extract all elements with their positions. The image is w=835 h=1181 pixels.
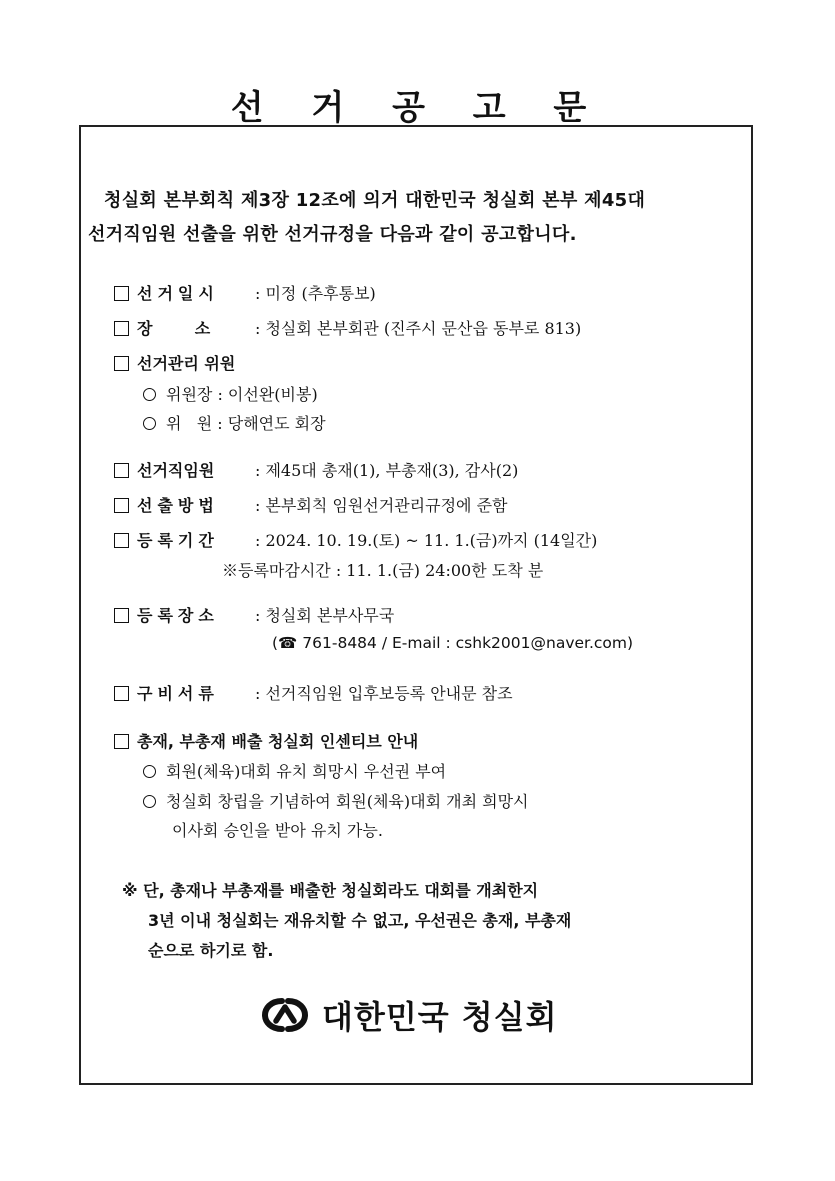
period-deadline: ※등록마감시간 : 11. 1.(금) 24:00한 도착 분 bbox=[222, 561, 544, 580]
checkbox-square-icon bbox=[114, 286, 129, 301]
item-method-value: : 본부회칙 임원선거관리규정에 준함 bbox=[255, 496, 508, 515]
incentive-point-2-text: 청실회 창립을 기념하여 회원(체육)대회 개최 희망시 bbox=[166, 792, 529, 811]
item-office bbox=[114, 603, 394, 626]
item-office-label: 등록장소 bbox=[137, 606, 219, 625]
checkbox-square-icon bbox=[114, 463, 129, 478]
item-incentive-label: 총재, 부총재 배출 청실회 인센티브 안내 bbox=[137, 732, 419, 751]
cheongsil-logo-icon bbox=[262, 995, 308, 1035]
item-officers bbox=[114, 458, 518, 481]
item-officers-label: 선거직임원 bbox=[137, 461, 215, 480]
intro-line-1: 청실회 본부회칙 제3장 12조에 의거 대한민국 청실회 본부 제45대 bbox=[104, 190, 646, 211]
intro-paragraph bbox=[88, 184, 738, 252]
checkbox-square-icon bbox=[114, 734, 129, 749]
item-date-label: 선거일시 bbox=[137, 284, 219, 303]
item-committee bbox=[114, 351, 235, 374]
intro-line-2: 선거직임원 선출을 위한 선거규정을 다음과 같이 공고합니다. bbox=[88, 224, 577, 245]
item-date-value: : 미정 (추후통보) bbox=[255, 284, 376, 303]
committee-members-text: 위 원 : 당해연도 회장 bbox=[166, 414, 326, 433]
page-title: 선 거 공 고 문 bbox=[230, 88, 605, 128]
committee-chair-text: 위원장 : 이선완(비봉) bbox=[166, 385, 318, 404]
committee-members bbox=[143, 411, 326, 434]
item-place bbox=[114, 316, 581, 339]
item-officers-value: : 제45대 총재(1), 부총재(3), 감사(2) bbox=[255, 461, 519, 480]
item-method-label: 선출방법 bbox=[137, 496, 219, 515]
item-docs bbox=[114, 681, 513, 704]
item-office-value: : 청실회 본부사무국 bbox=[255, 606, 395, 625]
item-docs-label: 구비서류 bbox=[137, 684, 219, 703]
circle-bullet-icon bbox=[143, 417, 156, 430]
item-period-label: 등록기간 bbox=[137, 531, 219, 550]
checkbox-square-icon bbox=[114, 608, 129, 623]
item-method bbox=[114, 493, 508, 516]
checkbox-square-icon bbox=[114, 533, 129, 548]
committee-chair bbox=[143, 382, 318, 405]
item-period bbox=[114, 528, 597, 551]
checkbox-square-icon bbox=[114, 686, 129, 701]
circle-bullet-icon bbox=[143, 388, 156, 401]
item-date bbox=[114, 281, 376, 304]
item-place-label: 장 소 bbox=[137, 319, 215, 338]
item-place-value: : 청실회 본부회관 (진주시 문산읍 동부로 813) bbox=[255, 319, 582, 338]
footnote bbox=[122, 876, 571, 966]
item-incentive bbox=[114, 729, 418, 752]
incentive-point-2 bbox=[143, 789, 529, 812]
footnote-line-1: ※ 단, 총재나 부총재를 배출한 청실회라도 대회를 개최한지 bbox=[122, 881, 539, 900]
incentive-point-1 bbox=[143, 759, 446, 782]
organization-name: 대한민국 청실회 bbox=[322, 998, 558, 1036]
circle-bullet-icon bbox=[143, 765, 156, 778]
checkbox-square-icon bbox=[114, 498, 129, 513]
checkbox-square-icon bbox=[114, 321, 129, 336]
checkbox-square-icon bbox=[114, 356, 129, 371]
footnote-line-3: 순으로 하기로 함. bbox=[148, 941, 274, 960]
organization-signature bbox=[262, 990, 558, 1040]
incentive-point-1-text: 회원(체육)대회 유치 희망시 우선권 부여 bbox=[166, 762, 447, 781]
footnote-line-2: 3년 이내 청실회는 재유치할 수 없고, 우선권은 총재, 부총재 bbox=[148, 911, 572, 930]
item-committee-label: 선거관리 위원 bbox=[137, 354, 236, 373]
office-contact: (☎ 761-8484 / E-mail : cshk2001@naver.com) bbox=[272, 634, 634, 652]
item-period-value: : 2024. 10. 19.(토) ~ 11. 1.(금)까지 (14일간) bbox=[255, 531, 598, 550]
incentive-point-2-continued: 이사회 승인을 받아 유치 가능. bbox=[172, 821, 383, 840]
item-docs-value: : 선거직임원 입후보등록 안내문 참조 bbox=[255, 684, 513, 703]
circle-bullet-icon bbox=[143, 795, 156, 808]
